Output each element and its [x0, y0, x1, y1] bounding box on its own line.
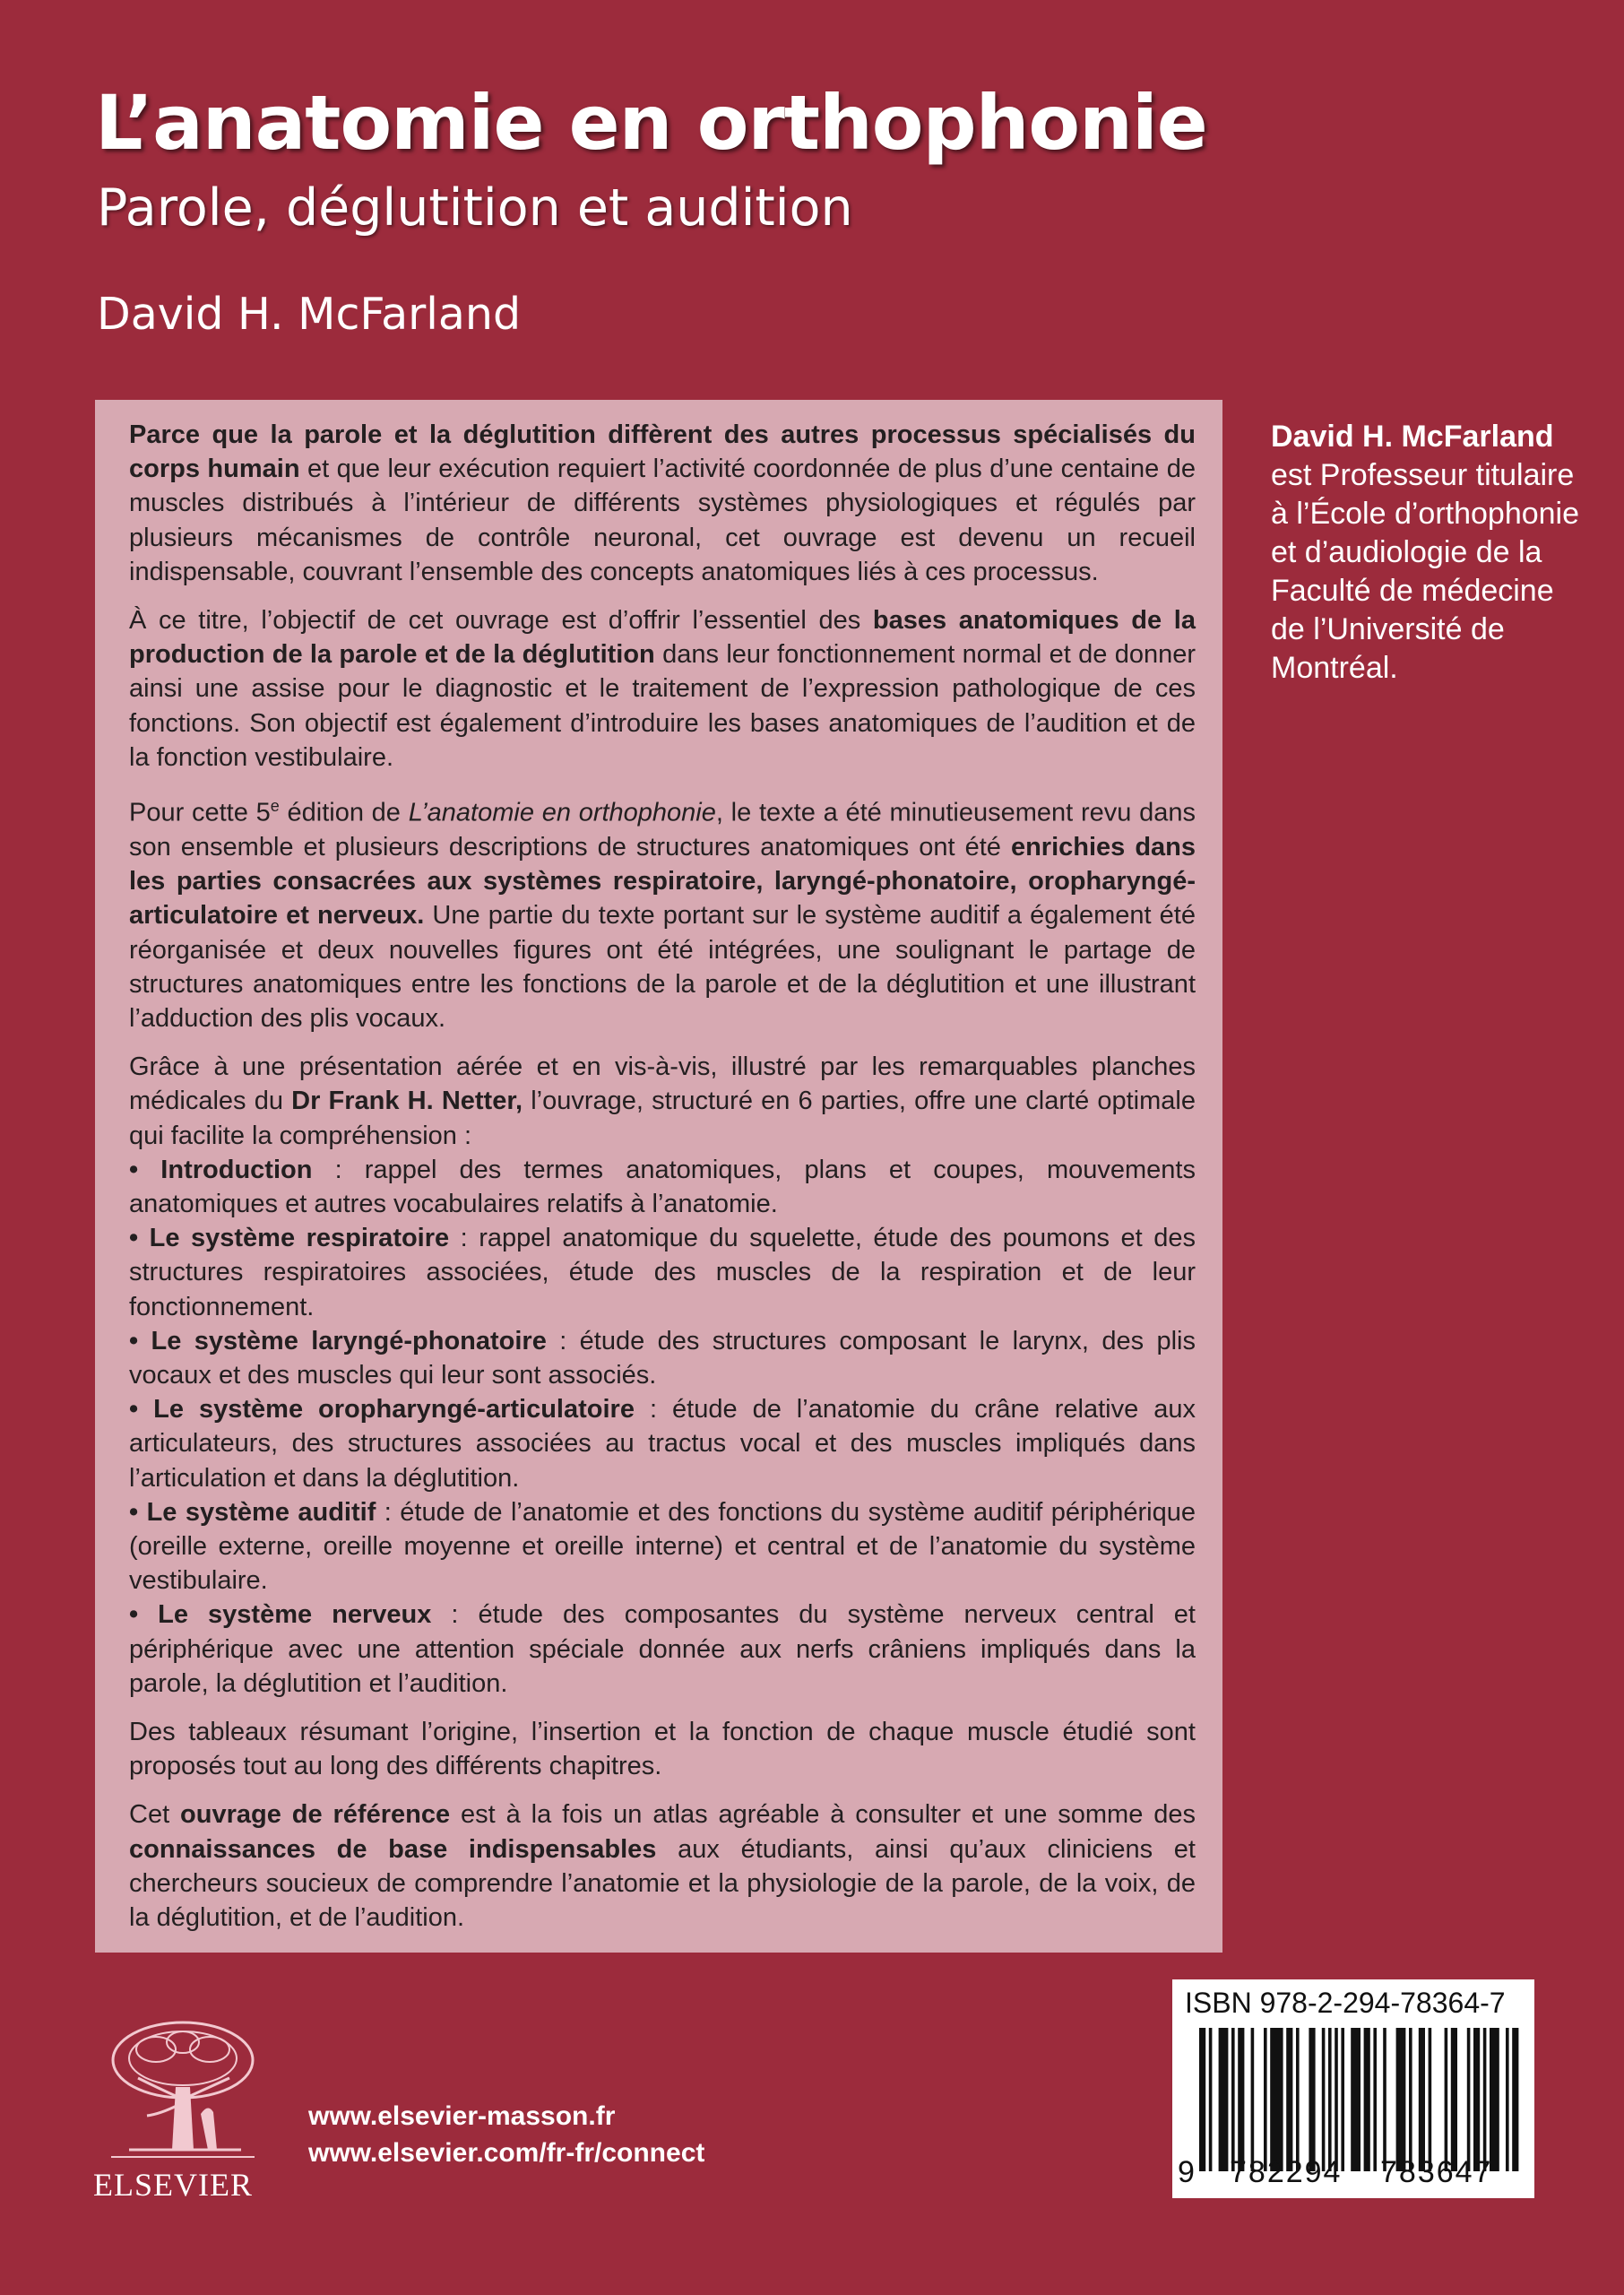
publisher-url-2[interactable]: www.elsevier.com/fr-fr/connect — [308, 2138, 705, 2168]
list-item-text: : étude de l’anatomie et des fonctions du système auditif périphérique (oreille externe, oreille moyenne et oreille interne) et central et de l’anatomie du système vestibulaire. — [129, 1497, 1196, 1596]
bullet-marker: • — [129, 1497, 147, 1527]
list-item-heading: Le système oropharyngé-articulatoire — [153, 1395, 635, 1425]
list-item-text: : étude des structures composant le larynx, des plis vocaux et des muscles qui leur sont associés. — [129, 1326, 1196, 1390]
publisher-name: ELSEVIER — [93, 2167, 253, 2203]
blurb-emphasis: Dr Frank H. Netter, — [291, 1087, 523, 1116]
list-item — [129, 1153, 1196, 1221]
blurb-paragraph-6 — [129, 1797, 1196, 1935]
author-bio-text: est Professeur titulaire à l’École d’orthophonie et d’audiologie de la Faculté de médecine de l’Université de Montréal. — [1271, 458, 1580, 685]
blurb-text: édition de — [279, 798, 409, 827]
barcode-digit-first: 9 — [1178, 2155, 1195, 2189]
blurb-paragraph-1 — [129, 418, 1196, 589]
blurb-paragraph-3 — [129, 789, 1196, 1035]
list-item — [129, 1495, 1196, 1598]
blurb-text: À ce titre, l’objectif de cet ouvrage est d’offrir l’essentiel des — [129, 606, 873, 636]
list-item — [129, 1598, 1196, 1701]
list-item-text: : rappel des termes anatomiques, plans et coupes, mouvements anatomiques et autres vocabulaires relatifs à l’anatomie. — [129, 1155, 1196, 1218]
barcode-digits-left: 782294 — [1230, 2155, 1343, 2189]
isbn-number: ISBN 978-2-294-78364-7 — [1185, 1987, 1506, 2019]
list-item — [129, 1324, 1196, 1392]
list-item — [129, 1221, 1196, 1324]
blurb-emphasis: connaissances de base indispensables — [129, 1834, 657, 1864]
barcode-digits-right: 783647 — [1380, 2155, 1493, 2189]
book-subtitle: Parole, déglutition et audition — [97, 178, 853, 238]
barcode-digits — [1172, 2155, 1534, 2195]
bullet-marker: • — [129, 1155, 161, 1184]
list-item-heading: Introduction — [160, 1155, 313, 1184]
blurb-paragraph-4 — [129, 1050, 1196, 1153]
author-bio — [1271, 418, 1594, 688]
bullet-marker: • — [129, 1600, 159, 1630]
list-item-heading: Le système respiratoire — [149, 1224, 450, 1253]
blurb-text: l’ouvrage, structuré en 6 parties, offre une clarté optimale qui facilite la compréhension : — [129, 1087, 1196, 1150]
publisher-url-1[interactable]: www.elsevier-masson.fr — [308, 2101, 616, 2131]
blurb-text: , le texte a été minutieusement revu dans son ensemble et plusieurs descriptions de structures anatomiques ont été — [129, 798, 1196, 862]
blurb-text: aux étudiants, ainsi qu’aux cliniciens et chercheurs soucieux de comprendre l’anatomie et la physiologie de la parole, de la voix, de la déglutition, et de l’audition. — [129, 1834, 1196, 1932]
blurb-paragraph-5: Des tableaux résumant l’origine, l’insertion et la fonction de chaque muscle étudié sont proposés tout au long des différents chapitres. — [129, 1717, 1196, 1781]
list-item-heading: Le système nerveux — [158, 1600, 432, 1630]
blurb-text: dans leur fonctionnement normal et de donner ainsi une assise pour le diagnostic et le traitement de l’expression pathologique de ces fonctions. Son objectif est également d’introduire les bases anatomiques de l’audition et de la fonction vestibulaire. — [129, 640, 1196, 772]
blurb-emphasis: ouvrage de référence — [180, 1800, 451, 1830]
blurb-text: est à la fois un atlas agréable à consulter et une somme des — [450, 1800, 1196, 1830]
author-bio-name: David H. McFarland — [1271, 420, 1554, 454]
list-item-heading: Le système laryngé-phonatoire — [151, 1326, 547, 1355]
edition-superscript: e — [270, 797, 280, 816]
publisher-urls — [308, 2098, 704, 2171]
list-item-text: : étude de l’anatomie du crâne relative aux articulateurs, des structures associées au tractus vocal et des muscles impliqués dans l’articulation et dans la déglutition. — [129, 1395, 1196, 1493]
blurb-text: Cet — [129, 1800, 181, 1830]
blurb-paragraph-2 — [129, 603, 1196, 775]
blurb-text: Une partie du texte portant sur le système auditif a également été réorganisée et deux nouvelles figures ont été intégrées, une soulignant le partage de structures anatomiques entre les fonctions de la parole et de la déglutition et une illustrant l’adduction des plis vocaux. — [129, 901, 1196, 1033]
book-title-italic: L’anatomie en orthophonie — [408, 798, 716, 827]
isbn-barcode — [1172, 1979, 1534, 2198]
list-item-text: : rappel anatomique du squelette, étude des poumons et des structures respiratoires associées, étude des muscles de la respiration et de leur fonctionnement. — [129, 1224, 1196, 1321]
elsevier-tree-logo — [93, 2015, 272, 2159]
list-item-heading: Le système auditif — [146, 1497, 376, 1527]
blurb-text: et que leur exécution requiert l’activité coordonnée de plus d’une centaine de muscles distribués à l’intérieur de différents systèmes physiologiques et régulés par plusieurs mécanismes de contrôle neuronal, cet ouvrage est devenu un recueil indispensable, couvrant l’ensemble des concepts anatomiques liés à ces processus. — [129, 455, 1196, 586]
bullet-marker: • — [129, 1395, 154, 1425]
book-title: L’anatomie en orthophonie — [95, 79, 1207, 167]
list-item-text: : étude des composantes du système nerveux central et périphérique avec une attention spéciale donnée aux nerfs crâniens impliqués dans la parole, la déglutition et l’audition. — [129, 1600, 1196, 1698]
blurb-emphasis: enrichies dans les parties consacrées aux systèmes respiratoire, laryngé-phonatoire, oropharyngé-articulatoire et nerveux. — [129, 832, 1196, 931]
blurb-text: Pour cette 5 — [129, 798, 271, 827]
blurb-emphasis: bases anatomiques de la production de la parole et de la déglutition — [129, 606, 1196, 670]
bullet-marker: • — [129, 1326, 151, 1355]
blurb-emphasis: Parce que la parole et la déglutition diffèrent des autres processus spécialisés du corps humain — [129, 420, 1196, 484]
list-item — [129, 1392, 1196, 1495]
blurb-text: Grâce à une présentation aérée et en vis-à-vis, illustré par les remarquables planches médicales du — [129, 1052, 1196, 1116]
back-cover-blurb — [95, 400, 1222, 1953]
bullet-marker: • — [129, 1224, 150, 1253]
book-author: David H. McFarland — [97, 289, 522, 340]
barcode-bars — [1199, 2028, 1522, 2171]
